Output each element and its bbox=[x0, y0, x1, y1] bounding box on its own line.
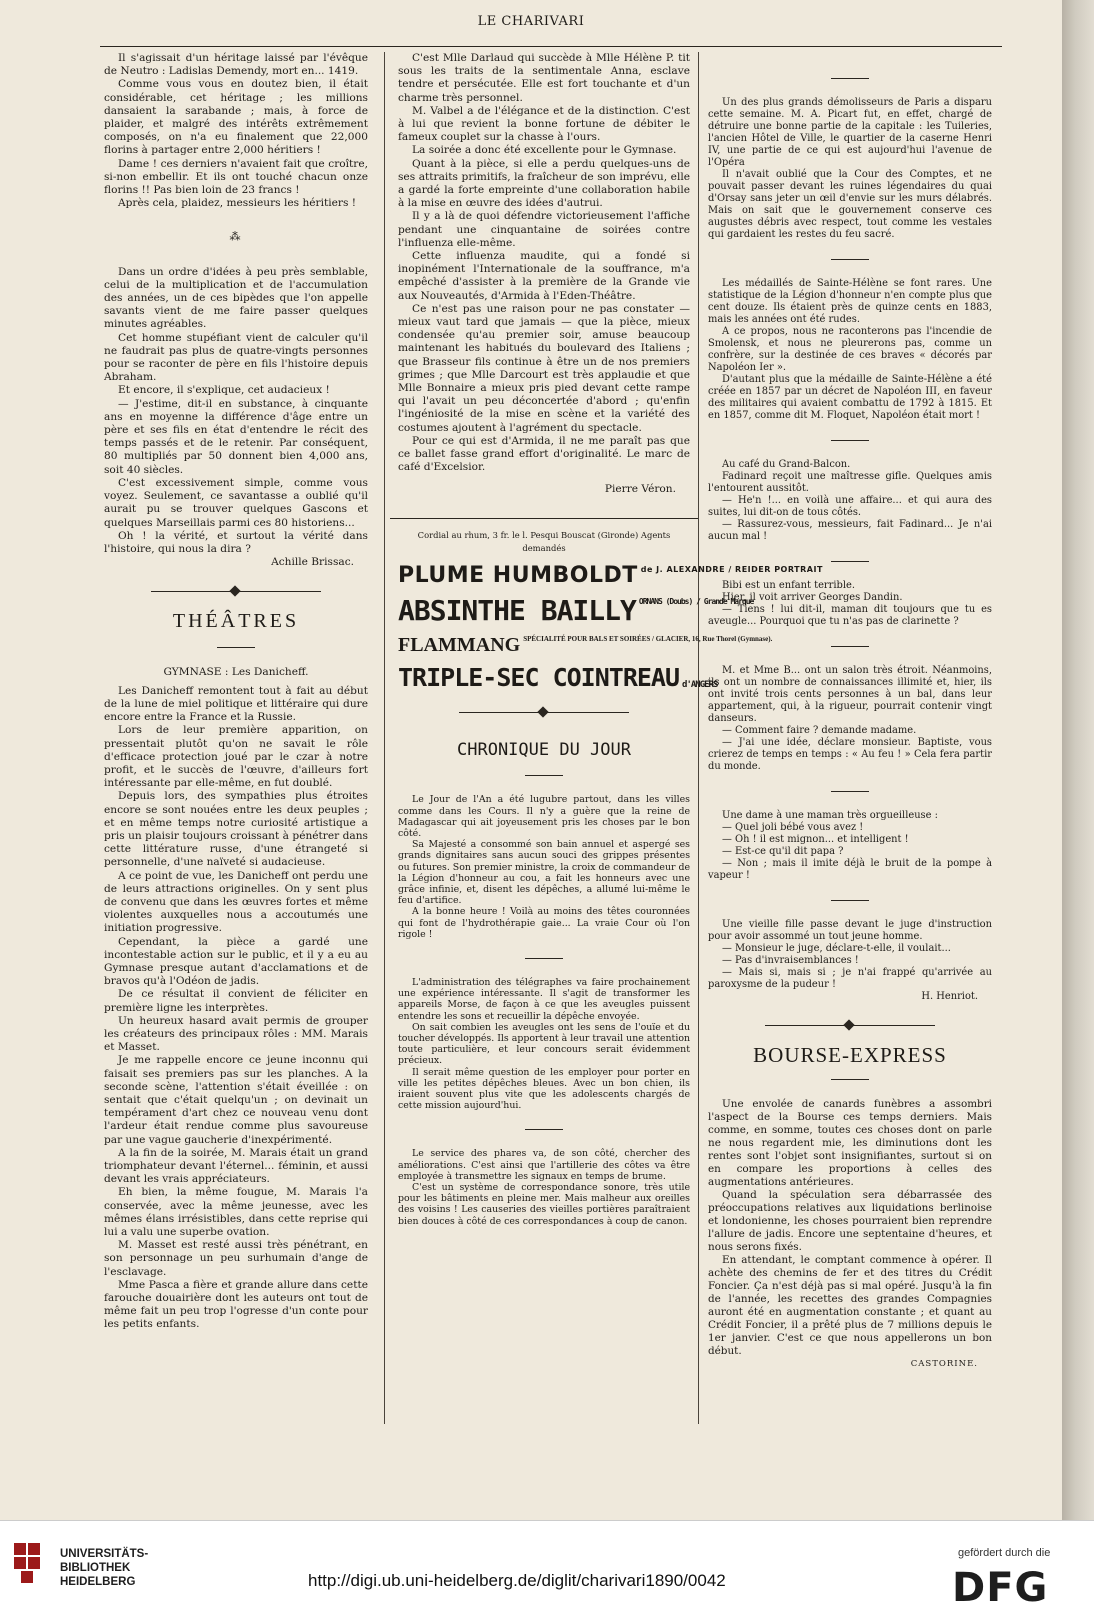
paragraph: — J'ai une idée, déclare monsieur. Baptiste, vous crierez de temps en temps : « Au feu ! » Cela fera partir du monde. bbox=[708, 737, 992, 772]
column-divider bbox=[698, 52, 699, 1424]
dfg-logo: DFG bbox=[952, 1565, 1049, 1611]
paragraph: — Oh ! il est mignon... et intelligent ! bbox=[722, 834, 909, 845]
paragraph: C'est Mlle Darlaud qui succède à Mlle Hélène P. tit sous les traits de la sentimentale Anna, esclave tendre et persécutée. Elle est fort touchante et d'un charme très personnel. bbox=[398, 52, 690, 104]
paragraph: Cependant, la pièce a gardé une incontestable action sur le public, et il y a eu au Gymnase presque autant d'acclamations et de bravos qu'à l'Odéon de jadis. bbox=[104, 935, 368, 988]
paragraph: Pour ce qui est d'Armida, il ne me paraît pas que ce ballet fasse grand effort d'originalité. Le marc de café d'Excelsior. bbox=[398, 434, 690, 474]
paragraph: — Comment faire ? demande madame. bbox=[722, 725, 917, 736]
paragraph: — Tiens ! lui dit-il, maman dit toujours que tu es aveugle... Pourquoi que tu n'as pas de clarinette ? bbox=[708, 604, 992, 627]
paragraph: Il serait même question de les employer pour porter en ville les petites dépêches bleues. Avec un bon chien, ils iraient souvent plus vite que les adolescents chargés de cette mission aujourd'hui. bbox=[398, 1066, 690, 1112]
sponsor-caption: gefördert durch die bbox=[958, 1547, 1051, 1559]
ornament-divider bbox=[765, 1021, 935, 1031]
paragraph: Je me rappelle encore ce jeune inconnu qui faisait ses premiers pas sur les planches. A la seconde scène, l'attention s'était éveillée : on sentait que c'était quelqu'un ; on devinait un tempérament d'art chez ce nouveau venu dont l'ardeur était rendue comme plus savoureuse par une vague gaucherie d'inexpérimenté. bbox=[104, 1054, 368, 1146]
paragraph: C'est un système de correspondance sonore, très utile pour les bâtiments en pleine mer. Mais malheur aux oreilles des voisins ! Les causeries des vieilles portières paraîtraient bien douces à côté de ces correspondances à coup de canon. bbox=[398, 1182, 690, 1227]
paragraph: De ce résultat il convient de féliciter en première ligne les interprètes. bbox=[104, 988, 368, 1014]
university-logo-icon bbox=[14, 1543, 54, 1589]
short-rule bbox=[831, 78, 869, 79]
paragraph: A la bonne heure ! Voilà au moins des têtes couronnées qui font de l'hydrothérapie gaie... La vraie Cour où l'on rigole ! bbox=[398, 906, 690, 940]
paragraph: La soirée a donc été excellente pour le Gymnase. bbox=[412, 144, 677, 157]
paragraph: — Rassurez-vous, messieurs, fait Fadinard... Je n'ai aucun mal ! bbox=[708, 519, 992, 542]
paragraph: Les Danicheff remontent tout à fait au début de la lune de miel politique et littéraire qui dure encore entre la France et la Russie. bbox=[104, 684, 368, 724]
paragraph: D'autant plus que la médaille de Sainte-Hélène a été créée en 1857 par un décret de Napoléon III, en faveur des militaires qui avaient combattu de 1792 à 1815. Et en 1857, comme dit M. Floquet, Napoléon était mort ! bbox=[708, 374, 992, 421]
paragraph: Sa Majesté a consommé son bain annuel et aspergé ses grands dignitaires sans aucun souci des grippes présentes ou futures. Son premier ministre, la croix de commandeur de la Légion d'honneur au cou, a fait les honneurs avec une grâce infinie, et, disent les dépêches, a allumé lui-même le feu d'artifice. bbox=[398, 839, 690, 907]
paragraph: Depuis lors, des sympathies plus étroites encore se sont nouées entre les deux peuples ; et en même temps notre curiosité artistique a pris un plaisir toujours croissant à pénétrer dans cette littérature russe, d'une étrangeté si personnelle, d'une naïveté si audacieuse. bbox=[104, 790, 368, 869]
ad-flammang bbox=[398, 634, 773, 657]
paragraph: — Mais si, mais si ; je n'ai frappé qu'arrivée au paroxysme de la pudeur ! bbox=[708, 967, 992, 990]
short-rule bbox=[831, 900, 869, 901]
paragraph: M. Valbel a de l'élégance et de la distinction. C'est à lui que revient la bonne fortune de débiter le fameux couplet sur la chasse à l'ours. bbox=[398, 104, 690, 144]
paragraph: A ce propos, nous ne raconterons pas l'incendie de Smolensk, et nous ne pleurerons pas, comme un confrère, sur la destinée de ces braves « décorés par Napoléon Ier ». bbox=[708, 326, 992, 373]
university-name bbox=[60, 1547, 148, 1589]
section-title-chronique: CHRONIQUE DU JOUR bbox=[457, 740, 631, 761]
paragraph: Fadinard reçoit une maîtresse gifle. Quelques amis l'entourent aussitôt. bbox=[708, 471, 992, 494]
paragraph: — Monsieur le juge, déclare-t-elle, il voulait... bbox=[722, 943, 951, 954]
paragraph: Dame ! ces derniers n'avaient fait que croître, si-non embellir. Et ils ont touché chacun onze florins !! Pas bien loin de 23 francs ! bbox=[104, 157, 368, 197]
paragraph: C'est excessivement simple, comme vous voyez. Seulement, ce savantasse a oublié qu'il aurait pu se trouver quelques Gascons et quelques Marseillais parmi ces 80 historiens... bbox=[104, 476, 368, 529]
paragraph: Mme Pasca a fière et grande allure dans cette farouche douairière dont les auteurs ont tout de même fait un peu trop l'ogresse d'un conte pour les petits enfants. bbox=[104, 1278, 368, 1331]
section-title-theatres: THÉÂTRES bbox=[172, 610, 300, 633]
short-rule bbox=[525, 958, 563, 959]
paragraph: Oh ! la vérité, et surtout la vérité dans l'histoire, qui nous la dira ? bbox=[104, 529, 368, 555]
short-rule bbox=[831, 646, 869, 647]
column-3 bbox=[708, 52, 992, 1371]
paragraph: Hier, il voit arriver Georges Dandin. bbox=[722, 592, 903, 603]
paragraph: M. et Mme B... ont un salon très étroit. Néanmoins, ils ont un nombre de connaissances illimité et, hier, ils ont invité trois cents personnes à un bal, dans leur appartement, qui, à la rigueur, pourrait contenir vingt danseurs. bbox=[708, 665, 992, 724]
page-url-link[interactable]: http://digi.ub.uni-heidelberg.de/diglit/charivari1890/0042 bbox=[308, 1571, 726, 1590]
viewer-footer bbox=[0, 1520, 1094, 1620]
ad-sub-text: SPÉCIALITÉ POUR BALS ET SOIRÉES / GLACIER, 16, Rue Thorel (Gymnase). bbox=[523, 635, 773, 644]
ad-absinthe-bailly bbox=[398, 594, 754, 628]
paragraph: — Quel joli bébé vous avez ! bbox=[722, 822, 864, 833]
section-title-bourse: BOURSE-EXPRESS bbox=[753, 1043, 947, 1067]
author-signature: H. Henriot. bbox=[921, 991, 978, 1002]
paragraph: Il s'agissait d'un héritage laissé par l'évêque de Neutro : Ladislas Demendy, mort en... 1419. bbox=[104, 52, 368, 78]
ad-main-text: TRIPLE-SEC COINTREAU bbox=[398, 663, 680, 693]
section-rule bbox=[390, 518, 698, 519]
ad-main-text: FLAMMANG bbox=[398, 634, 521, 657]
ad-sub-text: de J. ALEXANDRE / REIDER PORTRAIT bbox=[640, 565, 823, 575]
university-name-line: UNIVERSITÄTS- bbox=[60, 1548, 149, 1560]
paragraph: A la fin de la soirée, M. Marais était un grand triomphateur devant l'éternel... féminin, et aussi devant les vrais appréciateurs. bbox=[104, 1146, 368, 1186]
paragraph: Au café du Grand-Balcon. bbox=[722, 459, 851, 470]
paragraph: En attendant, le comptant commence à opérer. Il achète des chemins de fer et des titres du Crédit Foncier. Ça n'est déjà pas si mal opéré. Jusqu'à la fin de l'année, les recettes des grandes Compagnies auront été en augmentation constante ; et quant au Crédit Foncier, il a prêté plus de 7 millions depuis le 1er janvier. C'est ce que nous appellerons un bon début. bbox=[708, 1254, 992, 1357]
short-rule bbox=[525, 775, 563, 776]
author-signature: Pierre Véron. bbox=[604, 482, 676, 495]
author-signature: Achille Brissac. bbox=[271, 556, 354, 569]
paragraph: Le Jour de l'An a été lugubre partout, dans les villes comme dans les Cours. Il n'y a guère que la reine de Madagascar qui ait joyeusement pris les choses par le bon côté. bbox=[398, 794, 690, 839]
short-rule bbox=[831, 440, 869, 441]
short-rule bbox=[217, 647, 255, 648]
paragraph: L'administration des télégraphes va faire prochainement une expérience intéressante. Il s'agit de transformer les appareils Morse, de façon à ce que les aveugles puissent entendre les sons et recueillir la dépêche envoyée. bbox=[398, 976, 690, 1022]
paragraph: Eh bien, la même fougue, M. Marais l'a conservée, avec la même jeunesse, avec les mêmes élans irrésistibles, dans cette reprise qui lui a valu une superbe ovation. bbox=[104, 1186, 368, 1239]
page-edge bbox=[1062, 0, 1094, 1520]
paragraph: Le service des phares va, de son côté, chercher des améliorations. C'est ainsi que l'artillerie des côtes va être employée à transmettre les signaux en temps de brume. bbox=[398, 1148, 690, 1182]
paragraph: — Non ; mais il imite déjà le bruit de la pompe à vapeur ! bbox=[708, 858, 992, 881]
asterism-divider: ⁂ bbox=[229, 230, 243, 244]
ad-cordial: Cordial au rhum, 3 fr. le l. Pesqui Bouscat (Gironde) Agents demandés bbox=[417, 529, 671, 553]
short-rule bbox=[525, 1129, 563, 1130]
paragraph: — Pas d'invraisemblances ! bbox=[722, 955, 859, 966]
paragraph: Un heureux hasard avait permis de grouper les créateurs des principaux rôles : MM. Marais et Masset. bbox=[104, 1014, 368, 1054]
paragraph: Il n'avait oublié que la Cour des Comptes, et ne pouvait passer devant les ruines légendaires du quai d'Orsay sans jeter un œil d'envie sur les murs délabrés. Mais on sait que le gouvernement conserve ces augustes débris avec respect, tout comme les vestales qui gardaient les restes du feu sacré. bbox=[708, 169, 992, 240]
paragraph: A ce point de vue, les Danicheff ont perdu une de leurs attractions originelles. On y sent plus de convenu que dans les œuvres fortes et même violentes auxquelles nous a accoutumés une initiation progressive. bbox=[104, 869, 368, 935]
paragraph: — He'n !... en voilà une affaire... et qui aura des suites, lui dit-on de tous côtés. bbox=[708, 495, 992, 518]
paragraph: Comme vous vous en doutez bien, il était considérable, cet héritage ; les millions dansaient la sarabande ; mais, à force de plaider, et malgré des intérêts extrêmement composés, on n'a eu finalement que 22,000 florins à partager entre 2,000 héritiers ! bbox=[104, 78, 368, 157]
paragraph: Quant à la pièce, si elle a perdu quelques-uns de ses attraits primitifs, la fraîcheur de son imprévu, elle a gardé la forte empreinte d'une collaboration habile à la mise en œuvre des idées d'autrui. bbox=[398, 157, 690, 210]
paragraph: Une dame à une maman très orgueilleuse : bbox=[722, 810, 938, 821]
ornament-divider bbox=[459, 708, 629, 718]
paragraph: — Est-ce qu'il dit papa ? bbox=[722, 846, 844, 857]
paragraph: Lors de leur première apparition, on pressentait plutôt qu'on ne savait le rôle d'efficace protection joué par le czar à notre profit, et le succès de l'œuvre, d'ailleurs fort intéressante par elle-même, en fut doublé. bbox=[104, 724, 368, 790]
paragraph: Ce n'est pas une raison pour ne pas constater — mieux vaut tard que jamais — que la pièce, mieux condensée qu'au premier soir, amuse beaucoup maintenant les habitués du boulevard des Italiens ; que Brasseur fils continue à être un de nos premiers grimes ; que Mlle Darcourt est très applaudie et que Mlle Bonnaire a mieux pris pied devant cette rampe qui l'avait un peu déconcertée d'abord ; qu'enfin l'ingéniosité de la mise en scène et la variété des costumes ajoutent à l'agrément du spectacle. bbox=[398, 302, 690, 434]
short-rule bbox=[831, 1079, 869, 1080]
short-rule bbox=[831, 259, 869, 260]
page-header: LE CHARIVARI bbox=[477, 14, 585, 29]
column-1 bbox=[104, 52, 368, 1332]
ornament-divider bbox=[151, 587, 321, 597]
paragraph: Une vieille fille passe devant le juge d'instruction pour avoir assommé un tout jeune homme. bbox=[708, 919, 992, 942]
university-name-line: BIBLIOTHEK bbox=[60, 1562, 131, 1574]
header-rule bbox=[100, 46, 1002, 47]
author-signature: CASTORINE. bbox=[910, 1359, 978, 1369]
paragraph: Dans un ordre d'idées à peu près semblable, celui de la multiplication et de l'accumulation des années, un de ces bipèdes que l'on appelle savants vient de me faire passer quelques minutes agréables. bbox=[104, 265, 368, 331]
short-rule bbox=[831, 791, 869, 792]
paragraph: Cette influenza maudite, qui a fondé si inopinément l'Internationale de la souffrance, m'a empêché d'assister à la première de la Grande vie aux Nouveautés, d'Armida à l'Eden-Théâtre. bbox=[398, 250, 690, 302]
paragraph: Cet homme stupéfiant vient de calculer qu'il ne faudrait pas plus de quatre-vingts personnes pour se raconter de père en fils l'histoire depuis Abraham. bbox=[104, 331, 368, 384]
university-name-line: HEIDELBERG bbox=[60, 1576, 136, 1588]
paragraph: Il y a là de quoi défendre victorieusement l'affiche pendant une cinquantaine de soirées contre l'influenza elle-même. bbox=[398, 210, 690, 249]
paragraph: Les médaillés de Sainte-Hélène se font rares. Une statistique de la Légion d'honneur n'en compte plus que cent douze. Ils étaient près de quinze cents en 1883, mais les années ont été rudes. bbox=[708, 278, 992, 325]
paragraph: On sait combien les aveugles ont les sens de l'ouïe et du toucher développés. Ils apportent à leur travail une attention toute particulière, et leur concours serait évidemment précieux. bbox=[398, 1021, 690, 1067]
column-divider bbox=[384, 52, 385, 1424]
paragraph: Bibi est un enfant terrible. bbox=[722, 580, 855, 591]
paragraph: Quand la spéculation sera débarrassée des préoccupations relatives aux liquidations berlinoise et londonienne, les choses pourraient bien reprendre l'allure de jadis. Encore une septentaine d'heures, et nous serons fixés. bbox=[708, 1189, 992, 1253]
paragraph: Un des plus grands démolisseurs de Paris a disparu cette semaine. M. A. Picart fut, en effet, chargé de détruire une bonne partie de la capitale : les Tuileries, l'ancien Hôtel de Ville, le quartier de la caserne Henri IV, une partie de ce qui est aujourd'hui l'avenue de l'Opéra bbox=[708, 97, 992, 168]
paragraph: M. Masset est resté aussi très pénétrant, en son personnage un peu surhumain d'ange de l'esclavage. bbox=[104, 1239, 368, 1278]
ad-sub-text: ORNANS (Doubs) / Grande Marque bbox=[638, 597, 754, 607]
paragraph: — J'estime, dit-il en substance, à cinquante ans en moyenne la différence d'âge entre un père et ses fils en état d'entendre le récit des temps passés et de le retenir. Par conséquent, 80 multipliés par 50 donnent bien 4,000 ans, soit 40 siècles. bbox=[104, 397, 368, 476]
ad-triple-sec-cointreau bbox=[398, 663, 718, 693]
chronique-body bbox=[398, 794, 690, 1227]
short-rule bbox=[831, 561, 869, 562]
bourse-body bbox=[708, 1098, 992, 1371]
review-heading: GYMNASE : Les Danicheff. bbox=[163, 665, 309, 678]
ad-main-text: PLUME HUMBOLDT bbox=[398, 563, 638, 589]
ad-sub-text: d'ANGERS bbox=[682, 680, 718, 691]
paragraph: Et encore, il s'explique, cet audacieux ! bbox=[118, 384, 330, 397]
paragraph: Après cela, plaidez, messieurs les héritiers ! bbox=[118, 197, 357, 210]
paragraph: Une envolée de canards funèbres a assombri l'aspect de la Bourse ces temps derniers. Mais comme, en somme, toutes ces choses dont on parle ne nous regardent mie, les diminutions dont les rentes sont l'objet sont insignifiantes, surtout si on en compare les proportions à celles des augmentations antérieures. bbox=[708, 1098, 992, 1188]
ad-main-text: ABSINTHE BAILLY bbox=[398, 594, 636, 628]
